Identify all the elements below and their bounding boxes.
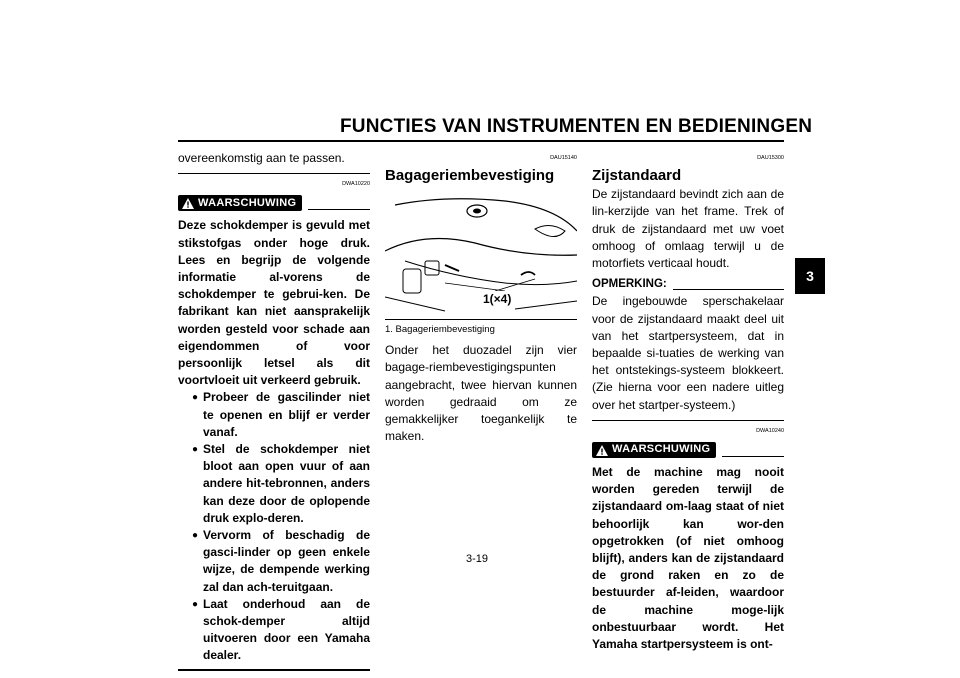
header-rule	[178, 140, 784, 142]
warning-text: Met de machine mag nooit worden gereden terwijl de zijstandaard om-laag staat of niet behoorlijk kan wor-den opgetrokken (of niet omhoog blijft), anders kan de zijstandaard de grond raken en zo de bestuurder af-leiden, waardoor de machine moge-lijk onbestuurbaar wordt. Het Yamaha startpersysteem is ont-	[592, 465, 784, 652]
section-heading: Bagageriembevestiging	[385, 167, 555, 185]
warning-text: Deze schokdemper is gevuld met stikstofgas onder hoge druk. Lees en begrijp de volgende informatie al-vorens de schokdemper te gebrui-ken. De fabrikant kan niet aansprakelijk worden gesteld voor schade aan eigendommen of voor persoonlijk letsel als dit voortvloeit uit verkeerd gebruik.	[178, 218, 370, 388]
warning-bullets	[178, 389, 370, 664]
warning-label: WAARSCHUWING	[612, 443, 711, 456]
list-item: ● Stel de schokdemper niet bloot aan open vuur of aan andere hit-tebronnen, anders kan deze door de oplopende druk explo-deren.	[192, 441, 370, 527]
warning-header	[178, 195, 370, 211]
note-label: OPMERKING:	[592, 278, 667, 291]
warning-badge	[592, 442, 716, 458]
warning-header	[592, 442, 784, 458]
note-header	[592, 276, 784, 293]
section-code: DAU15140	[550, 155, 577, 161]
warning-end-rule	[178, 669, 370, 671]
column-2	[385, 150, 577, 445]
warning-triangle-icon	[596, 445, 608, 456]
column-3	[592, 150, 784, 653]
section-body: Onder het duozadel zijn vier bagage-riembevestigingspunten aangebracht, twee hiervan kunnen worden gedraaid om ze gemakkelijker toegankelijk te maken.	[385, 343, 577, 444]
list-item: ● Probeer de gascilinder niet te openen en blijf er verder vanaf.	[192, 389, 370, 441]
warning-code: DWA10220	[342, 181, 370, 188]
divider	[178, 173, 370, 174]
warning-triangle-icon	[182, 198, 194, 209]
page-header-title: FUNCTIES VAN INSTRUMENTEN EN BEDIENINGEN	[340, 116, 813, 137]
column-1	[178, 150, 370, 671]
intro-text: overeenkomstig aan te passen.	[178, 151, 345, 165]
divider	[592, 420, 784, 421]
note-text: De ingebouwde sperschakelaar voor de zijstandaard maakt deel uit van het startpersysteem, dat in bepaalde si-tuaties de werking van het ontstekings-systeem blokkeert. (Zie hierna voor een nadere uitleg over het startper-systeem.)	[592, 294, 784, 412]
illustration-frame	[385, 191, 577, 320]
list-item: ● Vervorm of beschadig de gasci-linder op geen enkele wijze, de dempende werking zal dan ach-teruitgaan.	[192, 527, 370, 596]
section-body: De zijstandaard bevindt zich aan de lin-kerzijde van het frame. Trek of druk de zijstandaard met uw voet omhoog of omlaag terwijl u de motorfiets verticaal houdt.	[592, 187, 784, 271]
chapter-tab: 3	[795, 258, 825, 294]
callout-label: 1(×4)	[481, 291, 513, 308]
figure-caption: 1. Bagageriembevestiging	[385, 324, 495, 336]
list-item: ● Laat onderhoud aan de schok-demper altijd uitvoeren door een Yamaha dealer.	[192, 596, 370, 665]
warning-label: WAARSCHUWING	[198, 196, 297, 209]
page-number: 3-19	[466, 553, 489, 565]
warning-code: DWA10240	[756, 427, 784, 434]
section-heading: Zijstandaard	[592, 167, 682, 185]
section-code: DAU15300	[757, 155, 784, 161]
warning-badge	[178, 195, 302, 211]
